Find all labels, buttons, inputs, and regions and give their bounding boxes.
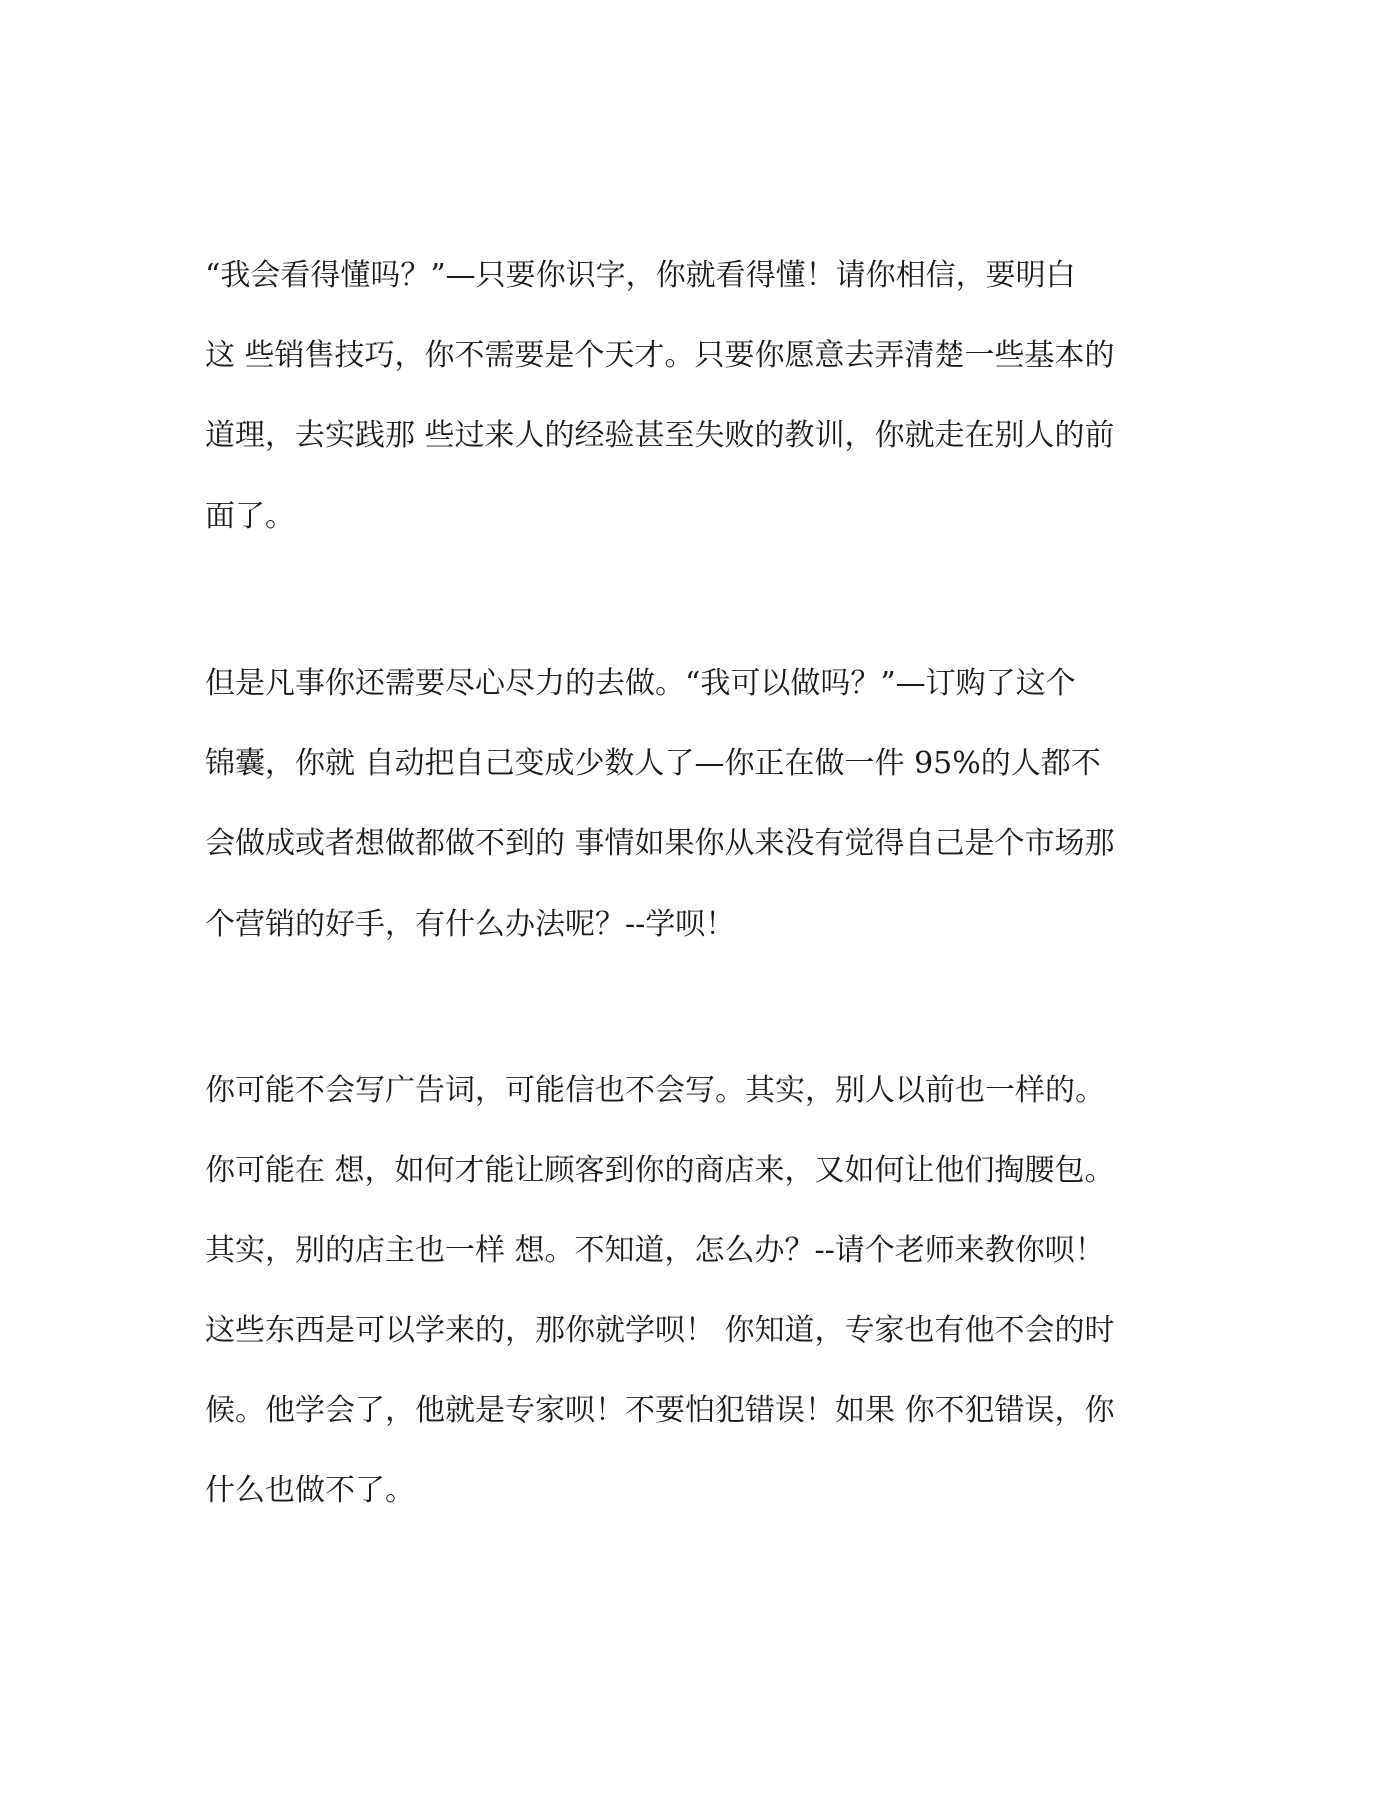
paragraph-2-line-1: 但是凡事你还需要尽心尽力的去做。“我可以做吗？”—订购了这个	[205, 666, 1076, 701]
paragraph-3-line-2: 你可能在 想，如何才能让顾客到你的商店来，又如何让他们掏腰包。	[205, 1153, 1115, 1188]
paragraph-2-line-3: 会做成或者想做都做不到的 事情如果你从来没有觉得自己是个市场那	[205, 826, 1115, 861]
paragraph-3-line-5: 候。他学会了，他就是专家呗！不要怕犯错误！如果 你不犯错误，你	[205, 1393, 1115, 1428]
paragraph-1-line-3: 道理，去实践那 些过来人的经验甚至失败的教训，你就走在别人的前	[205, 418, 1115, 453]
paragraph-1-line-4: 面了。	[205, 499, 295, 534]
paragraph-3-line-3: 其实，别的店主也一样 想。不知道，怎么办？--请个老师来教你呗！	[205, 1233, 1105, 1268]
paragraph-2-line-4: 个营销的好手，有什么办法呢？--学呗！	[205, 907, 736, 942]
paragraph-3-line-1: 你可能不会写广告词，可能信也不会写。其实，别人以前也一样的。	[205, 1073, 1105, 1108]
paragraph-1-line-1: “我会看得懂吗？”—只要你识字，你就看得懂！请你相信，要明白	[205, 258, 1076, 293]
paragraph-3-line-4: 这些东西是可以学来的，那你就学呗！ 你知道，专家也有他不会的时	[205, 1313, 1115, 1348]
paragraph-2-line-2: 锦囊，你就 自动把自己变成少数人了—你正在做一件 95%的人都不	[205, 746, 1101, 781]
paragraph-3-line-6: 什么也做不了。	[205, 1473, 415, 1508]
paragraph-1-line-2: 这 些销售技巧，你不需要是个天才。只要你愿意去弄清楚一些基本的	[205, 338, 1115, 373]
